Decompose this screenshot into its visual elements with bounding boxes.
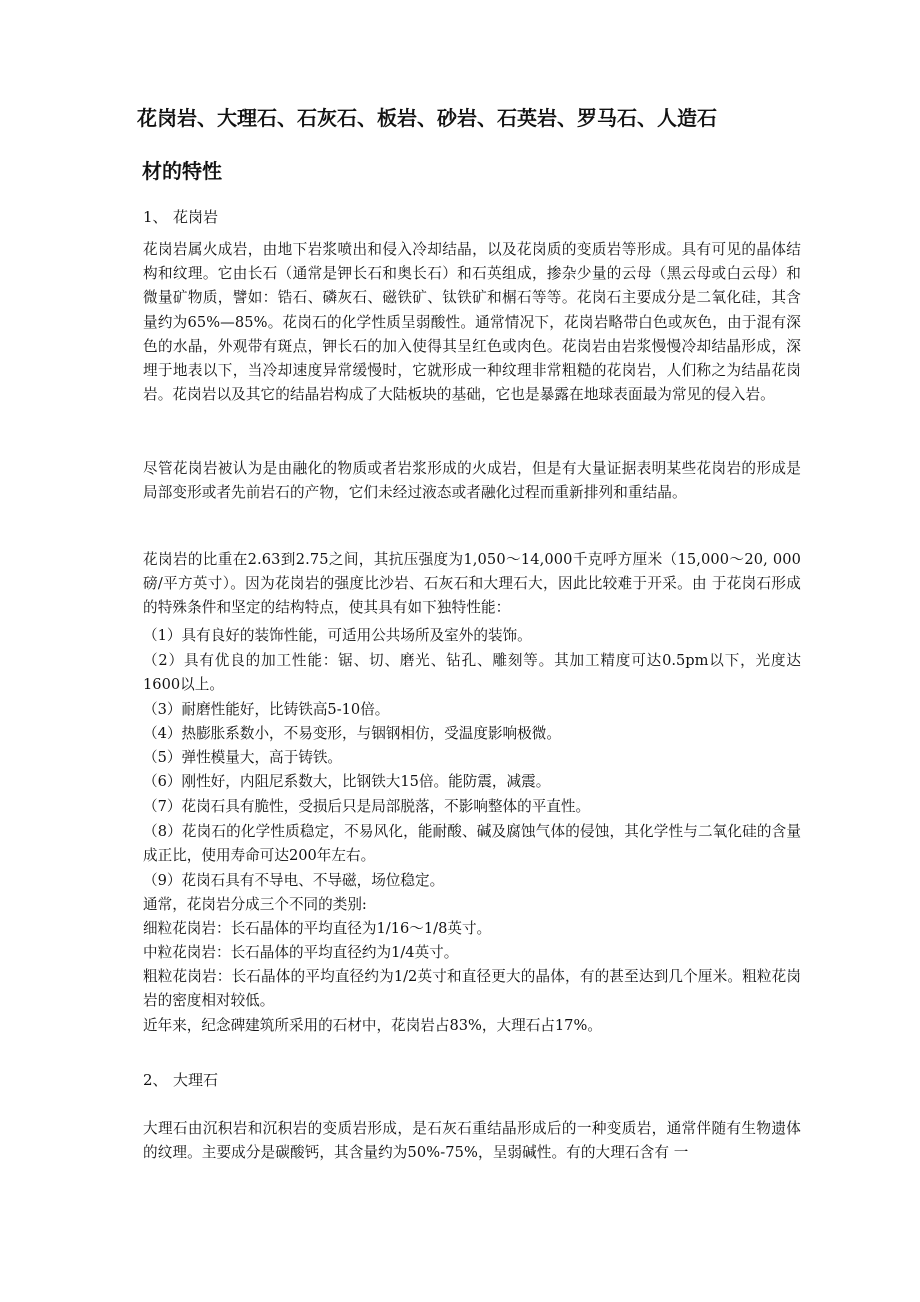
granite-type-fine: 细粒花岗岩：长石晶体的平均直径为1/16～1/8英寸。 (143, 920, 492, 937)
granite-closing: 近年来，纪念碑建筑所采用的石材中，花岗岩占83%，大理石占17%。 (143, 1017, 602, 1034)
property-item-1: （1）具有良好的装饰性能，可适用公共场所及室外的装饰。 (143, 627, 532, 644)
section-1-number: 1、 (143, 208, 168, 226)
property-item-8: （8）花岗石的化学性质稳定，不易风化，能耐酸、碱及腐蚀气体的侵蚀，其化学性与二氧化硅的含量成正比，使用寿命可达200年左右。 (143, 823, 801, 865)
property-item-7: （7）花岗石具有脆性，受损后只是局部脱落，不影响整体的平直性。 (143, 798, 591, 815)
section-1-heading (143, 207, 218, 227)
property-item-4: （4）热膨胀系数小，不易变形，与铟钢相仿，受温度影响极微。 (143, 725, 561, 742)
document-title-line-2: 材的特性 (142, 159, 222, 183)
property-item-2: （2）具有优良的加工性能：锯、切、磨光、钻孔、雕刻等。其加工精度可达0.5pm以下，光度达1600以上。 (143, 652, 801, 694)
granite-paragraph-3: 花岗岩的比重在2.63到2.75之间，其抗压强度为1,050～14,000千克呼方厘米（15,000～20, 000磅/平方英寸）。因为花岗岩的强度比沙岩、石灰石和大理石大，因此比较难于开采。由 于花岗石形成的特殊条件和坚定的结构特点，使其具有如下独特性能： (143, 551, 801, 617)
document-title-line-1: 花岗岩、大理石、石灰石、板岩、砂岩、石英岩、罗马石、人造石 (137, 106, 717, 130)
property-item-5: （5）弹性模量大，高于铸铁。 (143, 749, 343, 766)
granite-paragraph-1: 花岗岩属火成岩，由地下岩浆喷出和侵入冷却结晶，以及花岗质的变质岩等形成。具有可见的晶体结构和纹理。它由长石（通常是钾长石和奥长石）和石英组成，掺杂少量的云母（黑云母或白云母）和微量矿物质，譬如：锆石、磷灰石、磁铁矿、钛铁矿和榍石等等。花岗石主要成分是二氧化硅，其含量约为65%—85%。花岗石的化学性质呈弱酸性。通常情况下，花岗岩略带白色或灰色，由于混有深色的水晶，外观带有斑点，钾长石的加入使得其呈红色或肉色。花岗岩由岩浆慢慢冷却结晶形成，深埋于地表以下，当冷却速度异常缓慢时，它就形成一种纹理非常粗糙的花岗岩，人们称之为结晶花岗岩。花岗岩以及其它的结晶岩构成了大陆板块的基础，它也是暴露在地球表面最为常见的侵入岩。 (143, 241, 801, 404)
section-2-heading (143, 1070, 218, 1090)
section-1-title: 花岗岩 (173, 208, 219, 226)
property-item-6: （6）刚性好，内阻尼系数大，比钢铁大15倍。能防震，减震。 (143, 773, 551, 790)
property-item-9: （9）花岗石具有不导电、不导磁，场位稳定。 (143, 872, 445, 889)
granite-paragraph-2: 尽管花岗岩被认为是由融化的物质或者岩浆形成的火成岩，但是有大量证据表明某些花岗岩的形成是局部变形或者先前岩石的产物，它们未经过液态或者融化过程而重新排列和重结晶。 (143, 460, 801, 502)
section-2-title: 大理石 (173, 1071, 219, 1089)
granite-type-medium: 中粒花岗岩：长石晶体的平均直径约为1/4英寸。 (143, 944, 459, 961)
marble-paragraph-1: 大理石由沉积岩和沉积岩的变质岩形成，是石灰石重结晶形成后的一种变质岩，通常伴随有生物遗体的纹理。主要成分是碳酸钙，其含量约为50%-75%，呈弱碱性。有的大理石含有 一 (143, 1120, 801, 1162)
granite-type-coarse: 粗粒花岗岩：长石晶体的平均直径约为1/2英寸和直径更大的晶体，有的甚至达到几个厘米。粗粒花岗岩的密度相对较低。 (143, 968, 801, 1010)
section-2-number: 2、 (143, 1071, 168, 1089)
property-item-3: （3）耐磨性能好，比铸铁高5-10倍。 (143, 701, 390, 718)
granite-types-intro: 通常，花岗岩分成三个不同的类别: (143, 896, 367, 913)
